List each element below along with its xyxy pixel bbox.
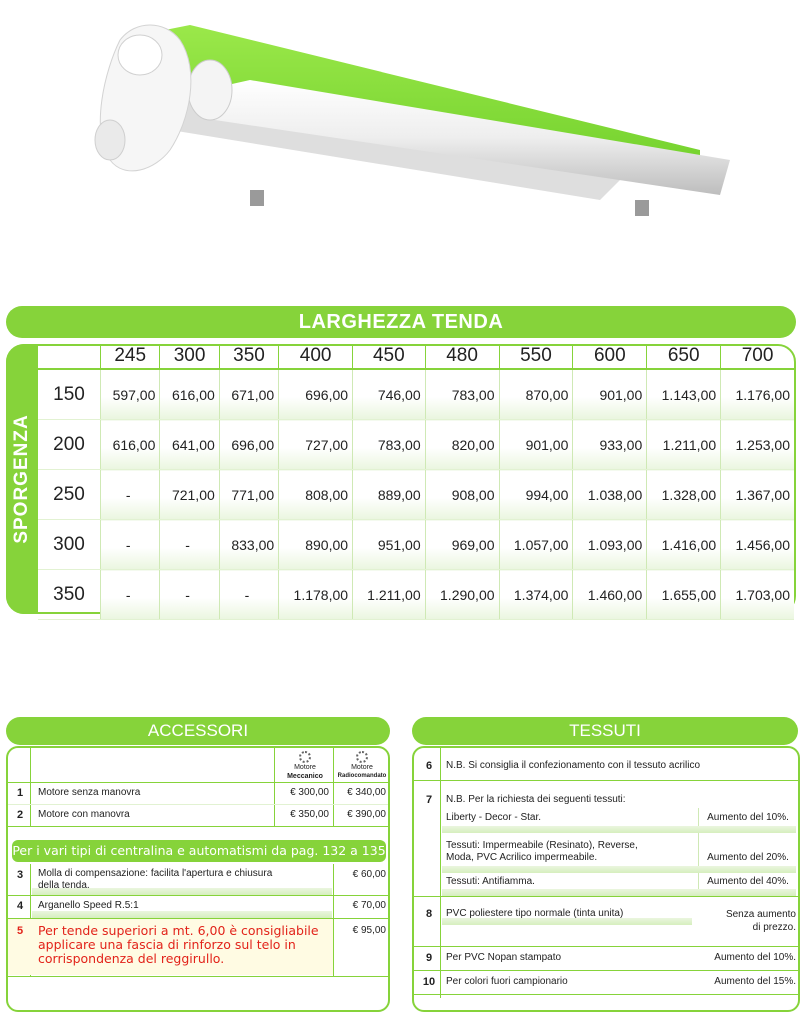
width-header-8: 650	[647, 344, 721, 369]
tes-item-8-number: 8	[425, 908, 433, 920]
price-row	[38, 570, 794, 620]
larghezza-tenda-banner: LARGHEZZA TENDA	[6, 306, 796, 338]
price-cell: 1.143,00	[647, 369, 721, 420]
tes-item-9-number: 9	[425, 952, 433, 964]
accessori-banner: ACCESSORI	[6, 717, 390, 745]
price-cell: 1.416,00	[647, 520, 721, 570]
price-cell: 783,00	[425, 369, 499, 420]
tes-item-8-value: Senza aumento di prezzo.	[725, 909, 796, 933]
price-cell: 696,00	[219, 420, 278, 470]
price-cell: 1.093,00	[573, 520, 647, 570]
tes-item-7-text: N.B. Per la richiesta dei seguenti tessuti:	[446, 794, 626, 805]
price-cell: 1.703,00	[721, 570, 794, 620]
acc-item-5-number: 5	[16, 925, 24, 937]
price-cell: 1.211,00	[647, 420, 721, 470]
tessuti-panel	[412, 746, 800, 1012]
price-cell: -	[101, 520, 160, 570]
price-cell: 1.367,00	[721, 470, 794, 520]
width-header-5: 480	[425, 344, 499, 369]
width-header-4: 450	[353, 344, 426, 369]
width-header-2: 350	[219, 344, 278, 369]
price-cell: 908,00	[425, 470, 499, 520]
price-cell: 994,00	[499, 470, 573, 520]
tes-item-10-value: Aumento del 15%.	[714, 976, 796, 987]
acc-item-2-price-meccanico: € 350,00	[290, 809, 329, 820]
price-cell: 1.253,00	[721, 420, 794, 470]
acc-item-1-number: 1	[16, 787, 24, 799]
price-cell: 641,00	[160, 420, 219, 470]
tes-liberty-value: Aumento del 10%.	[707, 812, 789, 823]
tes-item-10-number: 10	[422, 976, 436, 988]
tes-item-9-desc: Per PVC Nopan stampato	[446, 952, 562, 963]
price-cell: 597,00	[101, 369, 160, 420]
width-header-7: 600	[573, 344, 647, 369]
sporgenza-value: 350	[38, 570, 101, 620]
price-cell: 933,00	[573, 420, 647, 470]
price-cell: 671,00	[219, 369, 278, 420]
acc-item-5-price: € 95,00	[352, 925, 386, 936]
price-cell: 901,00	[573, 369, 647, 420]
tes-liberty-desc: Liberty - Decor - Star.	[446, 812, 542, 823]
price-cell: -	[101, 470, 160, 520]
acc-item-1-price-meccanico: € 300,00	[290, 787, 329, 798]
price-cell: 696,00	[279, 369, 353, 420]
price-row	[38, 520, 794, 570]
price-row	[38, 420, 794, 470]
price-cell: 820,00	[425, 420, 499, 470]
price-cell: 1.655,00	[647, 570, 721, 620]
price-cell: -	[160, 520, 219, 570]
tes-item-10-desc: Per colori fuori campionario	[446, 976, 568, 987]
price-row	[38, 369, 794, 420]
width-header-3: 400	[279, 344, 353, 369]
tes-impermeabile-value: Aumento del 20%.	[707, 852, 789, 863]
price-cell: 889,00	[353, 470, 426, 520]
price-cell: 721,00	[160, 470, 219, 520]
gear-icon	[299, 751, 311, 763]
acc-item-1-desc: Motore senza manovra	[38, 787, 141, 798]
price-cell: 1.211,00	[353, 570, 426, 620]
price-cell: 1.176,00	[721, 369, 794, 420]
price-table	[38, 344, 794, 620]
acc-item-4-price: € 70,00	[352, 900, 386, 911]
price-cell: 833,00	[219, 520, 278, 570]
centralina-note: Per i vari tipi di centralina e automatismi da pag. 132 a 135	[12, 840, 386, 862]
price-cell: 969,00	[425, 520, 499, 570]
price-cell: 1.290,00	[425, 570, 499, 620]
price-cell: 1.057,00	[499, 520, 573, 570]
price-cell: 1.038,00	[573, 470, 647, 520]
price-cell: 771,00	[219, 470, 278, 520]
tes-item-8-desc: PVC poliestere tipo normale (tinta unita)	[446, 908, 624, 919]
accessori-panel	[6, 746, 390, 1012]
acc-item-3-price: € 60,00	[352, 869, 386, 880]
price-cell: -	[160, 570, 219, 620]
acc-item-2-desc: Motore con manovra	[38, 809, 130, 820]
acc-item-2-price-radio: € 390,00	[347, 809, 386, 820]
price-cell: 1.374,00	[499, 570, 573, 620]
price-cell: 1.456,00	[721, 520, 794, 570]
width-header-6: 550	[499, 344, 573, 369]
price-cell: -	[219, 570, 278, 620]
price-cell: 808,00	[279, 470, 353, 520]
price-cell: 951,00	[353, 520, 426, 570]
motore-radiocomandato-header: Motore Radiocomandato	[335, 751, 389, 781]
price-row	[38, 470, 794, 520]
tes-item-9-value: Aumento del 10%.	[714, 952, 796, 963]
width-header-1: 300	[160, 344, 219, 369]
tes-item-6-number: 6	[425, 760, 433, 772]
tes-item-7-number: 7	[425, 794, 433, 806]
gear-radio-icon	[356, 751, 368, 763]
price-cell: 1.328,00	[647, 470, 721, 520]
sporgenza-value: 200	[38, 420, 101, 470]
width-header-9: 700	[721, 344, 794, 369]
tessuti-banner: TESSUTI	[412, 717, 798, 745]
acc-item-4-desc: Arganello Speed R.5:1	[38, 900, 139, 911]
motore-meccanico-header: Motore Meccanico	[278, 751, 332, 781]
price-cell: 890,00	[279, 520, 353, 570]
acc-item-1-price-radio: € 340,00	[347, 787, 386, 798]
price-cell: -	[101, 570, 160, 620]
price-cell: 1.460,00	[573, 570, 647, 620]
price-cell: 783,00	[353, 420, 426, 470]
acc-item-3-desc: Molla di compensazione: facilita l'apertura e chiusura della tenda.	[38, 868, 273, 891]
awning-product-image	[80, 10, 730, 220]
price-cell: 616,00	[101, 420, 160, 470]
tes-impermeabile-desc: Tessuti: Impermeabile (Resinato), Reverse, Moda, PVC Acrilico impermeabile.	[446, 840, 638, 863]
price-cell: 870,00	[499, 369, 573, 420]
sporgenza-value: 250	[38, 470, 101, 520]
acc-item-2-number: 2	[16, 809, 24, 821]
tes-item-6-text: N.B. Si consiglia il confezionamento con il tessuto acrilico	[446, 760, 701, 771]
sporgenza-value: 150	[38, 369, 101, 420]
price-cell: 727,00	[279, 420, 353, 470]
acc-item-4-number: 4	[16, 900, 24, 912]
sporgenza-value: 300	[38, 520, 101, 570]
price-cell: 616,00	[160, 369, 219, 420]
acc-item-5-desc: Per tende superiori a mt. 6,00 è consigliabile applicare una fascia di rinforzo sul telo in corrispondenza del reggirullo.	[38, 923, 319, 966]
price-table-corner	[38, 344, 101, 369]
sporgenza-label: SPORGENZA	[11, 414, 32, 544]
price-cell: 746,00	[353, 369, 426, 420]
price-table-header	[38, 344, 794, 369]
width-header-0: 245	[101, 344, 160, 369]
acc-item-3-number: 3	[16, 869, 24, 881]
price-cell: 901,00	[499, 420, 573, 470]
tes-antifiamma-desc: Tessuti: Antifiamma.	[446, 876, 535, 887]
tes-antifiamma-value: Aumento del 40%.	[707, 876, 789, 887]
price-cell: 1.178,00	[279, 570, 353, 620]
